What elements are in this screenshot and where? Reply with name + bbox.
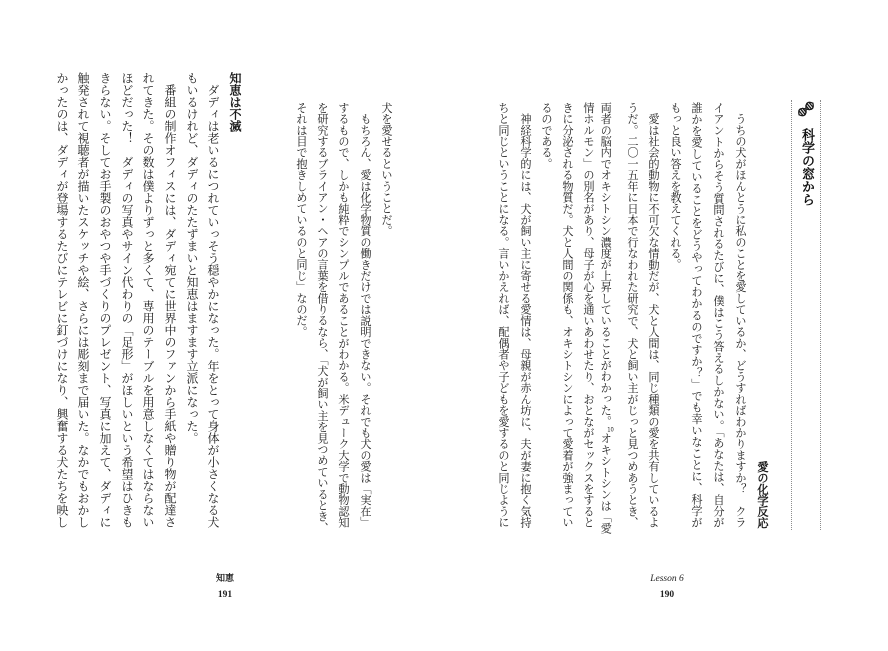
text-column: きに分泌される物質だ。犬と人間の関係も、オキシトシンによって愛着が強まってい xyxy=(561,102,574,528)
footnote-reference: 10 xyxy=(607,426,614,433)
text-column: を研究するブライアン・ヘアの言葉を借りるなら、「犬が飼い主を見つめているとき、 xyxy=(316,102,329,534)
text-column: るのである。 xyxy=(540,102,553,170)
science-box-border-left xyxy=(791,100,792,530)
text-segment: オキシトシンは「愛 xyxy=(599,432,613,534)
section-heading-chemistry-of-love: 愛の化学反応 xyxy=(756,461,769,529)
page-number-191: 191 xyxy=(217,590,233,600)
text-column: ダディは老いるにつれていっそう穏やかになった。年をとって身体が小さくなる犬 xyxy=(206,72,220,528)
text-column: うだ。二〇一五年に日本で行なわれた研究で、犬と飼い主がじっと見つめあうとき、 xyxy=(626,102,639,528)
text-segment: 両者の脳内でオキシトシン濃度が上昇していることがわかった。 xyxy=(599,102,613,427)
text-column: 誰かを愛していることをどうやってわかるのですか？」でも幸いなことに、科学が xyxy=(690,102,703,528)
text-column: ほどだった！ ダディの写真やサイン代わりの「足形」がほしいという希望はひきも xyxy=(120,72,134,528)
text-column: ちと同じということになる。言いかえれば、配偶者や子どもを愛するのと同じように xyxy=(497,102,510,528)
text-column: れてきた。その数は僕よりずっと多くて、専用のテーブルを用意しなくてはならない xyxy=(141,72,155,528)
science-box-border-right xyxy=(820,100,821,530)
science-box-title: 科学の窓から xyxy=(799,128,814,206)
text-column: うちの犬がほんとうに私のことを愛しているか、どうすればわかりますか？ クラ xyxy=(734,102,747,528)
dna-icon xyxy=(797,100,815,118)
running-head-lesson: Lesson 6 xyxy=(650,574,684,584)
page-number-190: 190 xyxy=(659,590,675,600)
text-column: それは目で抱きしめているのと同じ」なのだ。 xyxy=(295,102,308,338)
text-column: もっと良い答えを教えてくれる。 xyxy=(669,102,682,270)
text-column: 触発されて視聴者が描いたスケッチや絵、さらには彫刻まで届いた。なかでもおかし xyxy=(76,72,90,528)
text-column-with-footnote xyxy=(599,102,617,534)
section-heading-wisdom-is-immortal: 知恵は不滅 xyxy=(228,72,242,132)
text-column: 番組の制作オフィスには、ダディ宛てに世界中のファンから手紙や贈り物が配達さ xyxy=(163,72,177,528)
text-column: もいるけれど、ダディのたたずまいと知恵はますます立派になった。 xyxy=(185,72,199,444)
text-column: 情ホルモン」の別名があり、母子が心を通いあわせたり、おとながセックスをすると xyxy=(582,102,595,528)
text-column: きらない。そしてお手製のおやつや手づくりのプレゼント、写真に加えて、ダディに xyxy=(98,72,112,528)
text-column: イアントからそう質問されるたびに、僕はこう答えるしかない。「あなたは、自分が xyxy=(712,102,725,528)
text-column: 神経科学的には、犬が飼い主に寄せる愛情は、母親が赤ん坊に、夫が妻に抱く気持 xyxy=(519,102,532,528)
text-column: かったのは、ダディが登場するたびにテレビに釘づけになり、興奮する犬たちを映し xyxy=(55,72,69,528)
text-column: もちろん、愛は化学物質の働きだけでは説明できない。それでも犬の愛は「実在」 xyxy=(359,102,372,528)
text-column: するもので、しかも純粋でシンプルであることがわかる。米デューク大学で動物認知 xyxy=(337,102,350,528)
running-head-wisdom: 知恵 xyxy=(215,574,234,584)
text-column: 犬を愛せるということだ。 xyxy=(380,102,393,237)
text-column: 愛は社会的動物に不可欠な情動だが、犬と人間は、同じ種類の愛を共有しているよ xyxy=(647,102,660,528)
